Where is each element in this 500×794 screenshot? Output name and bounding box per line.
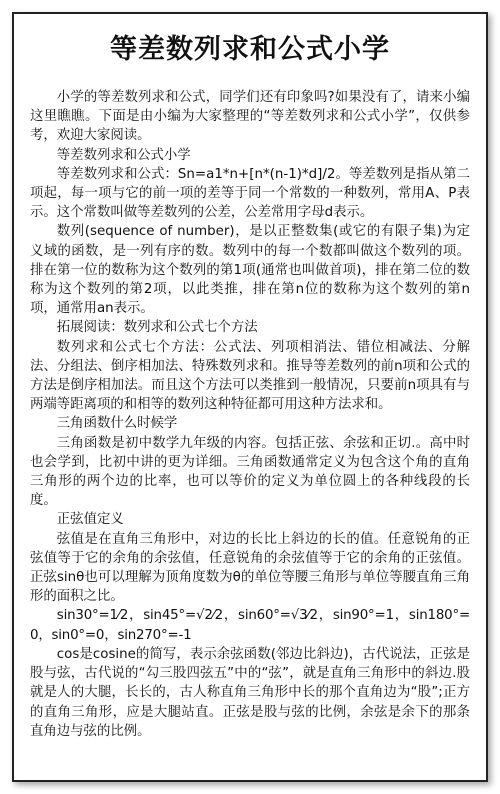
document-content (30, 32, 470, 741)
heading-extended-reading: 拓展阅读：数列求和公式七个方法 (56, 320, 258, 336)
paragraph-sine-definition: 弦值是在直角三角形中，对边的长比上斜边的长的值。任意锐角的正弦值等于它的余角的余弦值，任意锐角的余弦值等于它的余角的正弦值。正弦sinθ也可以理解为顶角度数为θ的单位等腰三角形与单位等腰直角三角形的面积之比。 (30, 531, 470, 605)
paragraph-sum-formula: 等差数列求和公式：Sn=a1*n+[n*(n-1)*d]/2。等差数列是指从第二项起，每一项与它的前一项的差等于同一个常数的一种数列，常用A、P表示。这个常数叫做等差数列的公差，公差常用字母d表示。 (30, 166, 470, 221)
paragraph-seven-methods: 数列求和公式七个方法：公式法、列项相消法、错位相减法、分解法、分组法、倒序相加法、特殊数列求和。推导等差数列的前n项和公式的方法是倒序相加法。而且这个方法可以类推到一般情况，只要前n项具有与两端等距离项的和相等的数列这种特征都可用这种方法求和。 (30, 339, 470, 413)
heading-trig-when: 三角函数什么时候学 (56, 416, 178, 432)
paragraph-sine-values: sin30°=1⁄2，sin45°=√2⁄2，sin60°=√3⁄2，sin90°=1，sin180°=0，sin0°=0，sin270°=-1 (30, 608, 470, 643)
document-title: 等差数列求和公式小学 (110, 34, 390, 65)
paragraph-cosine: cos是cosine的简写，表示余弦函数(邻边比斜边)，古代说法，正弦是股与弦，古代说的“勾三股四弦五”中的“弦”，就是直角三角形中的斜边.股就是人的大腿，长长的，古人称直角三角形中长的那个直角边为“股”;正方的直角三角形，应是大腿站直。正弦是股与弦的比例，余弦是余下的那条直角边与弦的比例。 (30, 646, 470, 739)
paragraph-trig: 三角函数是初中数学九年级的内容。包括正弦、余弦和正切.。高中时也会学到，比初中讲的更为详细。三角函数通常定义为包含这个角的直角三角形的两个边的比率，也可以等价的定义为单位圆上的各种线段的长度。 (30, 435, 470, 509)
heading-sum-formula: 等差数列求和公式小学 (56, 147, 191, 163)
paragraph-sequence-definition: 数列(sequence of number)，是以正整数集(或它的有限子集)为定义域的函数，是一列有序的数。数列中的每一个数都叫做这个数列的项。排在第一位的数称为这个数列的第1项(通常也叫做首项)，排在第二位的数称为这个数列的第2项，以此类推，排在第n位的数称为这个数列的第n项，通常用an表示。 (30, 224, 470, 317)
heading-sine-definition: 正弦值定义 (56, 512, 124, 528)
paragraph-intro: 小学的等差数列求和公式，同学们还有印象吗?如果没有了，请来小编这里瞧瞧。下面是由小编为大家整理的“等差数列求和公式小学”，仅供参考，欢迎大家阅读。 (30, 90, 470, 144)
